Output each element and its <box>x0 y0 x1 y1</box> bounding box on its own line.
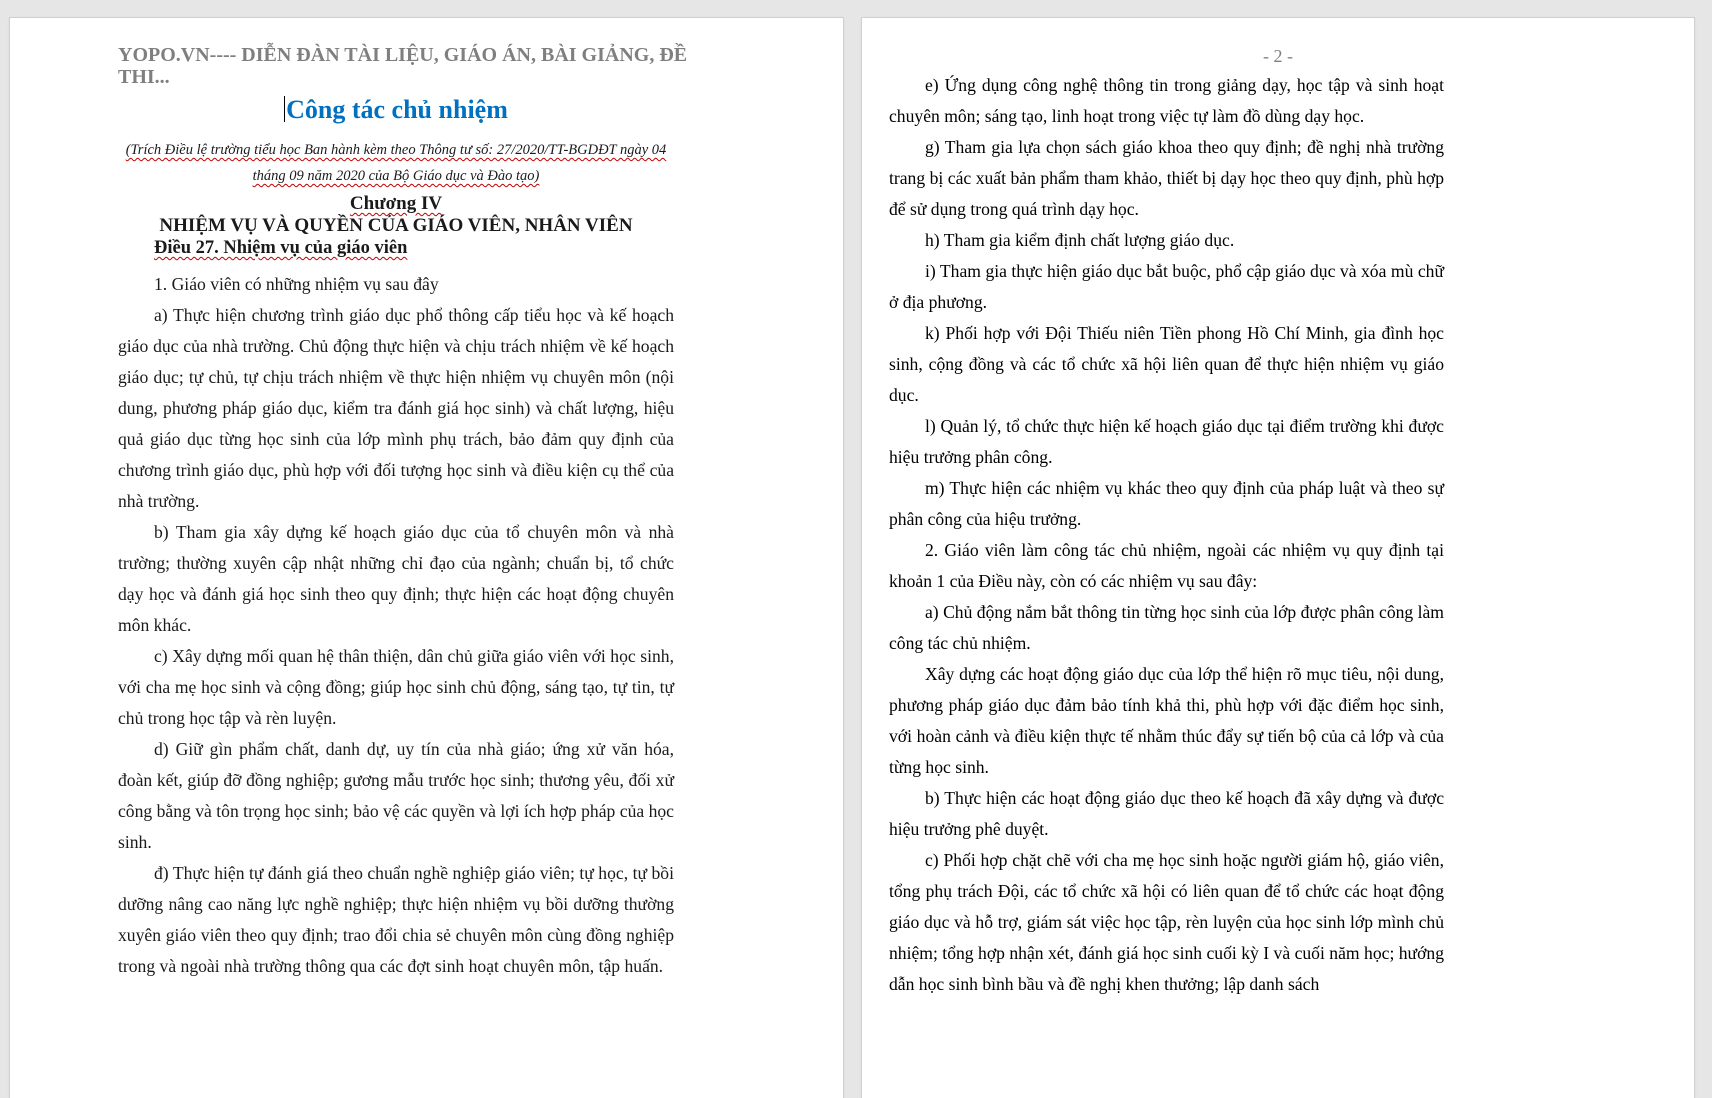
paragraph: a) Chủ động nắm bắt thông tin từng học sinh của lớp được phân công làm công tác chủ nhiệm. <box>889 602 1444 653</box>
paragraph: d) Giữ gìn phẩm chất, danh dự, uy tín của nhà giáo; ứng xử văn hóa, đoàn kết, giúp đỡ đồng nghiệp; gương mẫu trước học sinh; thương yêu, đối xử công bằng và tôn trọng học sinh; bảo vệ các quyền và lợi ích hợp pháp của học sinh. <box>118 739 674 852</box>
paragraph: b) Thực hiện các hoạt động giáo dục theo kế hoạch đã xây dựng và được hiệu trưởng phê duyệt. <box>889 788 1444 839</box>
chapter-heading <box>118 193 674 237</box>
paragraph: l) Quản lý, tổ chức thực hiện kế hoạch giáo dục tại điểm trường khi được hiệu trưởng phân công. <box>889 416 1444 467</box>
paragraph: 1. Giáo viên có những nhiệm vụ sau đây <box>154 274 439 294</box>
chapter-number: Chương IV <box>349 193 443 214</box>
paragraph: e) Ứng dụng công nghệ thông tin trong giảng dạy, học tập và sinh hoạt chuyên môn; sáng tạo, linh hoạt trong việc tự làm đồ dùng dạy học. <box>889 75 1444 126</box>
paragraph: m) Thực hiện các nhiệm vụ khác theo quy định của pháp luật và theo sự phân công của hiệu trưởng. <box>889 478 1444 529</box>
paragraph: i) Tham gia thực hiện giáo dục bắt buộc, phổ cập giáo dục và xóa mù chữ ở địa phương. <box>889 261 1444 312</box>
paragraph: 2. Giáo viên làm công tác chủ nhiệm, ngoài các nhiệm vụ quy định tại khoản 1 của Điều này, còn có các nhiệm vụ sau đây: <box>889 540 1444 591</box>
page-header: YOPO.VN---- DIỄN ĐÀN TÀI LIỆU, GIÁO ÁN, BÀI GIẢNG, ĐỀ THI... <box>118 44 688 88</box>
document-page-1[interactable] <box>10 18 843 1098</box>
paragraph: k) Phối hợp với Đội Thiếu niên Tiền phong Hồ Chí Minh, gia đình học sinh, cộng đồng và các tổ chức xã hội liên quan để thực hiện nhiệm vụ giáo dục. <box>889 323 1444 405</box>
page-number: - 2 - <box>1263 46 1293 66</box>
paragraph: h) Tham gia kiểm định chất lượng giáo dục. <box>925 230 1235 250</box>
paragraph: đ) Thực hiện tự đánh giá theo chuẩn nghề nghiệp giáo viên; tự học, tự bồi dưỡng nâng cao năng lực nghề nghiệp; thực hiện nhiệm vụ bồi dưỡng thường xuyên giáo viên theo quy định; trao đổi chia sẻ chuyên môn cùng đồng nghiệp trong và ngoài nhà trường thông qua các đợt sinh hoạt chuyên môn, tập huấn. <box>118 863 674 976</box>
paragraph: c) Phối hợp chặt chẽ với cha mẹ học sinh hoặc người giám hộ, giáo viên, tổng phụ trách Đội, các tổ chức xã hội có liên quan để tổ chức các hoạt động giáo dục và hỗ trợ, giám sát việc học tập, rèn luyện của học sinh lớp mình chủ nhiệm; tổng hợp nhận xét, đánh giá học sinh cuối kỳ I và cuối năm học; hướng dẫn học sinh bình bầu và đề nghị khen thưởng; lập danh sách <box>889 850 1444 994</box>
page-2-body <box>889 70 1444 1000</box>
paragraph: c) Xây dựng mối quan hệ thân thiện, dân chủ giữa giáo viên với học sinh, với cha mẹ học sinh và cộng đồng; giúp học sinh chủ động, sáng tạo, tự tin, tự chủ trong học tập và rèn luyện. <box>118 646 674 728</box>
document-subtitle: (Trích Điều lệ trường tiểu học Ban hành kèm theo Thông tư số: 27/2020/TT-BGDĐT ngày 04 tháng 09 năm 2020 của Bộ Giáo dục và Đào tạo) <box>125 142 667 184</box>
text-cursor <box>284 96 285 122</box>
chapter-title: NHIỆM VỤ VÀ QUYỀN CỦA GIÁO VIÊN, NHÂN VIÊN <box>159 215 633 236</box>
article-heading: Điều 27. Nhiệm vụ của giáo viên <box>154 238 408 258</box>
document-title-text: Công tác chủ nhiệm <box>286 95 508 124</box>
paragraph: b) Tham gia xây dựng kế hoạch giáo dục của tổ chuyên môn và nhà trường; thường xuyên cập nhật những chỉ đạo của ngành; chuẩn bị, tổ chức dạy học và đánh giá học sinh theo quy định; thực hiện các hoạt động chuyên môn khác. <box>118 522 674 635</box>
document-title[interactable] <box>118 95 674 125</box>
paragraph: Xây dựng các hoạt động giáo dục của lớp thể hiện rõ mục tiêu, nội dung, phương pháp giáo dục đảm bảo tính khả thi, phù hợp với đặc điểm học sinh, với hoàn cảnh và điều kiện thực tế nhằm thúc đẩy sự tiến bộ của cả lớp và của từng học sinh. <box>889 664 1444 777</box>
paragraph: g) Tham gia lựa chọn sách giáo khoa theo quy định; đề nghị nhà trường trang bị các xuất bản phẩm tham khảo, thiết bị dạy học theo quy định, phù hợp để sử dụng trong quá trình dạy học. <box>889 137 1444 219</box>
page-1-body <box>118 259 674 982</box>
paragraph: a) Thực hiện chương trình giáo dục phổ thông cấp tiểu học và kế hoạch giáo dục của nhà trường. Chủ động thực hiện và chịu trách nhiệm về kế hoạch giáo dục; tự chủ, tự chịu trách nhiệm về thực hiện nhiệm vụ chuyên môn (nội dung, phương pháp giáo dục, kiểm tra đánh giá học sinh) và chất lượng, hiệu quả giáo dục từng học sinh của lớp mình phụ trách, bảo đảm quy định của chương trình giáo dục, phù hợp với đối tượng học sinh và điều kiện cụ thể của nhà trường. <box>118 305 674 511</box>
